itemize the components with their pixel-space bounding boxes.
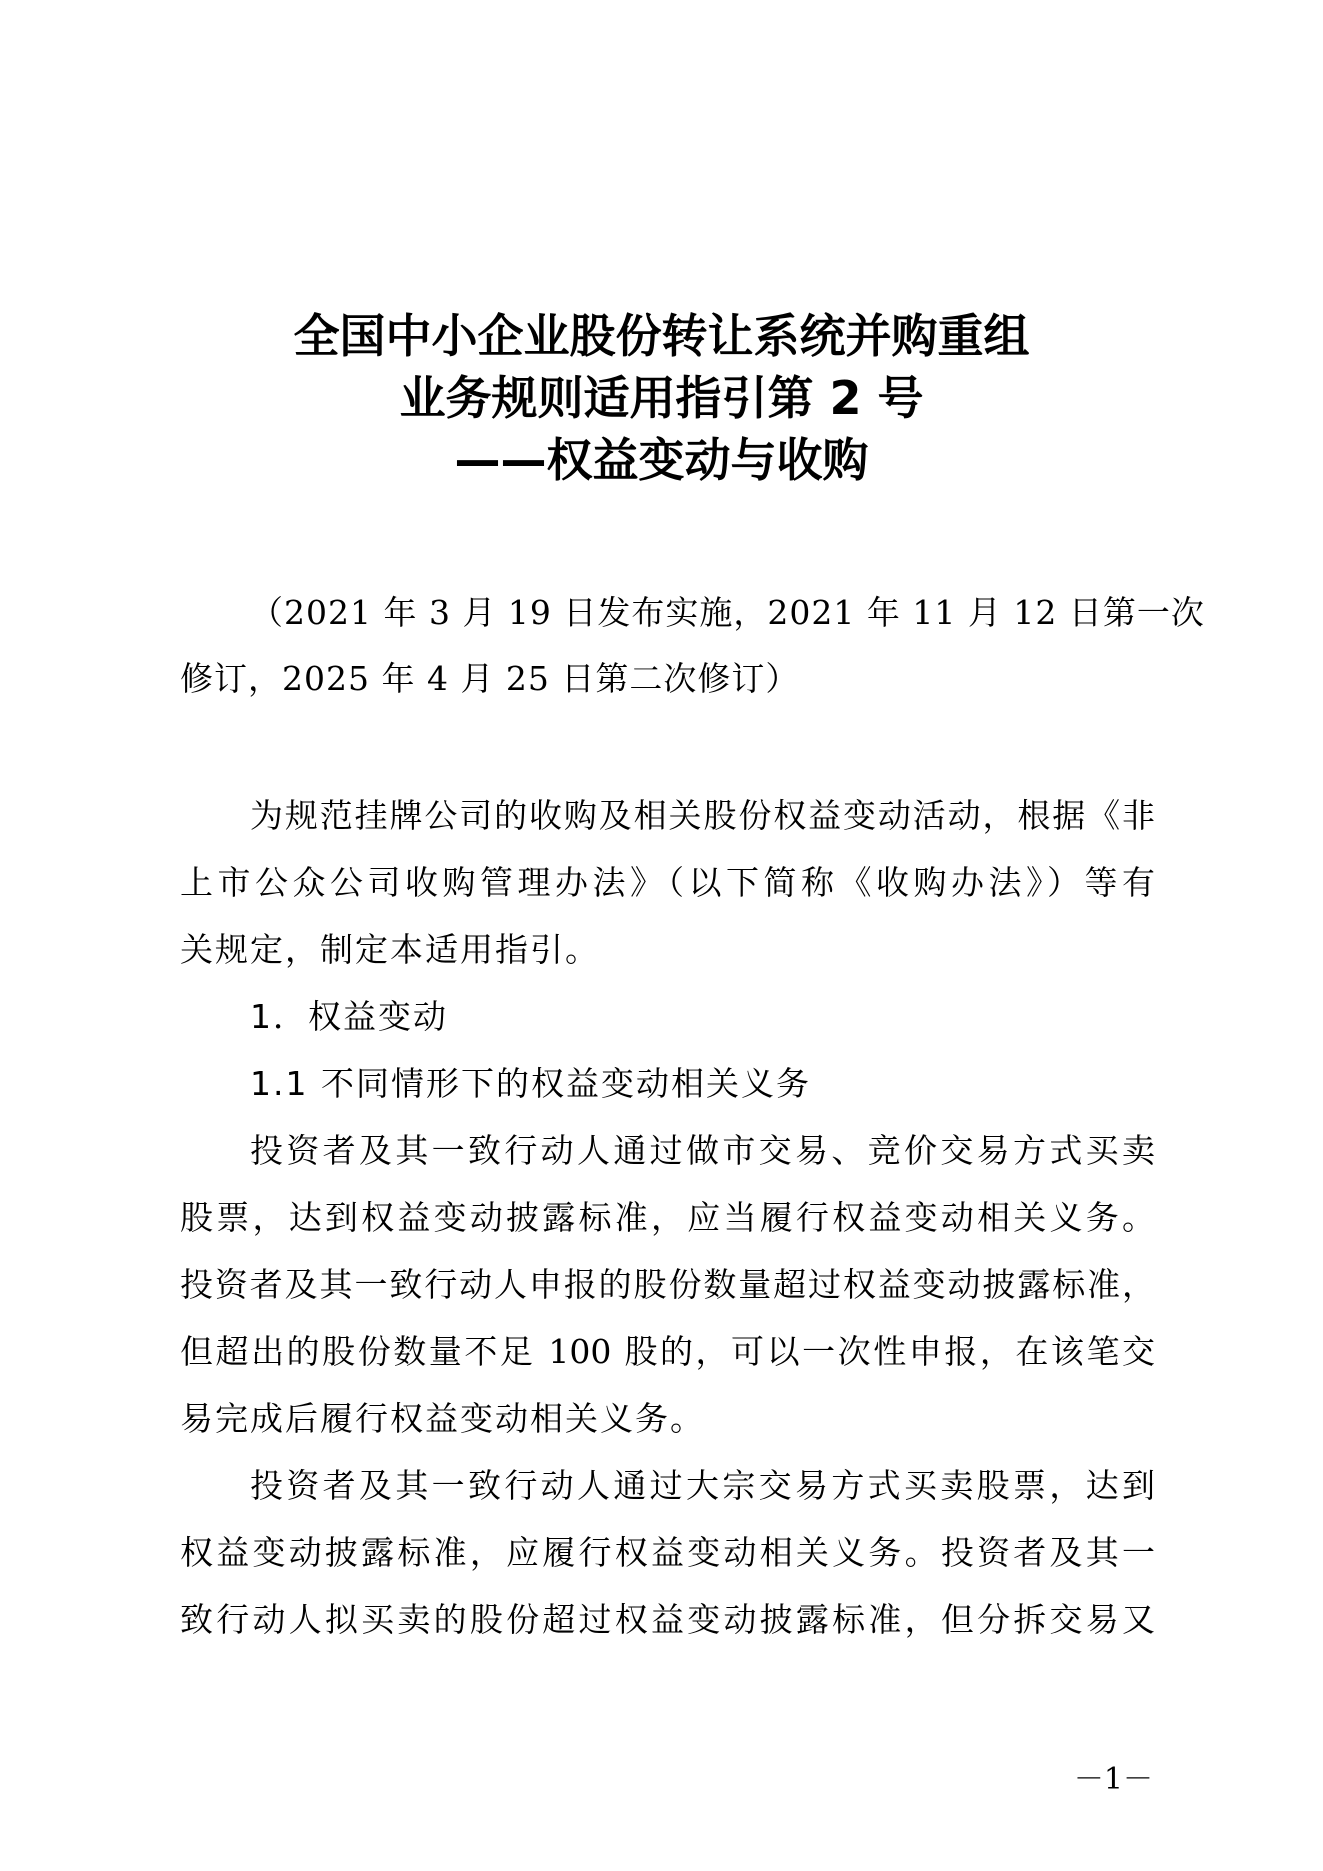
title-line-3: ——权益变动与收购 [454,433,869,487]
intro-line-2: 上市公众公司收购管理办法》（以下简称《收购办法》）等有 [180,863,1155,902]
para1-line-3: 投资者及其一致行动人申报的股份数量超过权益变动披露标准， [180,1265,1155,1304]
para1-line-5: 易完成后履行权益变动相关义务。 [180,1399,705,1438]
section-1-heading: 1．权益变动 [250,997,448,1036]
title-line-1: 全国中小企业股份转让系统并购重组 [293,309,1030,363]
title-line-2: 业务规则适用指引第 2 号 [399,371,924,425]
para1-line-1: 投资者及其一致行动人通过做市交易、竞价交易方式买卖 [250,1131,1155,1170]
publication-note-line-2: 修订，2025 年 4 月 25 日第二次修订） [180,659,800,698]
para1-line-2: 股票，达到权益变动披露标准，应当履行权益变动相关义务。 [180,1198,1155,1237]
intro-line-1: 为规范挂牌公司的收购及相关股份权益变动活动，根据《非 [250,796,1155,835]
publication-note [180,580,1205,712]
document-title [0,305,1323,491]
section-1-1-heading: 1.1 不同情形下的权益变动相关义务 [250,1064,811,1103]
document-body [180,782,1155,1653]
para1-line-4: 但超出的股份数量不足 100 股的，可以一次性申报，在该笔交 [180,1332,1155,1371]
para2-line-2: 权益变动披露标准，应履行权益变动相关义务。投资者及其一 [180,1533,1155,1572]
publication-note-line-1: （2021 年 3 月 19 日发布实施，2021 年 11 月 12 日第一次 [250,593,1205,632]
para2-line-3: 致行动人拟买卖的股份超过权益变动披露标准，但分拆交易又 [180,1600,1155,1639]
page-number: －1－ [1073,1762,1153,1797]
intro-line-3: 关规定，制定本适用指引。 [180,930,600,969]
para2-line-1: 投资者及其一致行动人通过大宗交易方式买卖股票，达到 [250,1466,1155,1505]
